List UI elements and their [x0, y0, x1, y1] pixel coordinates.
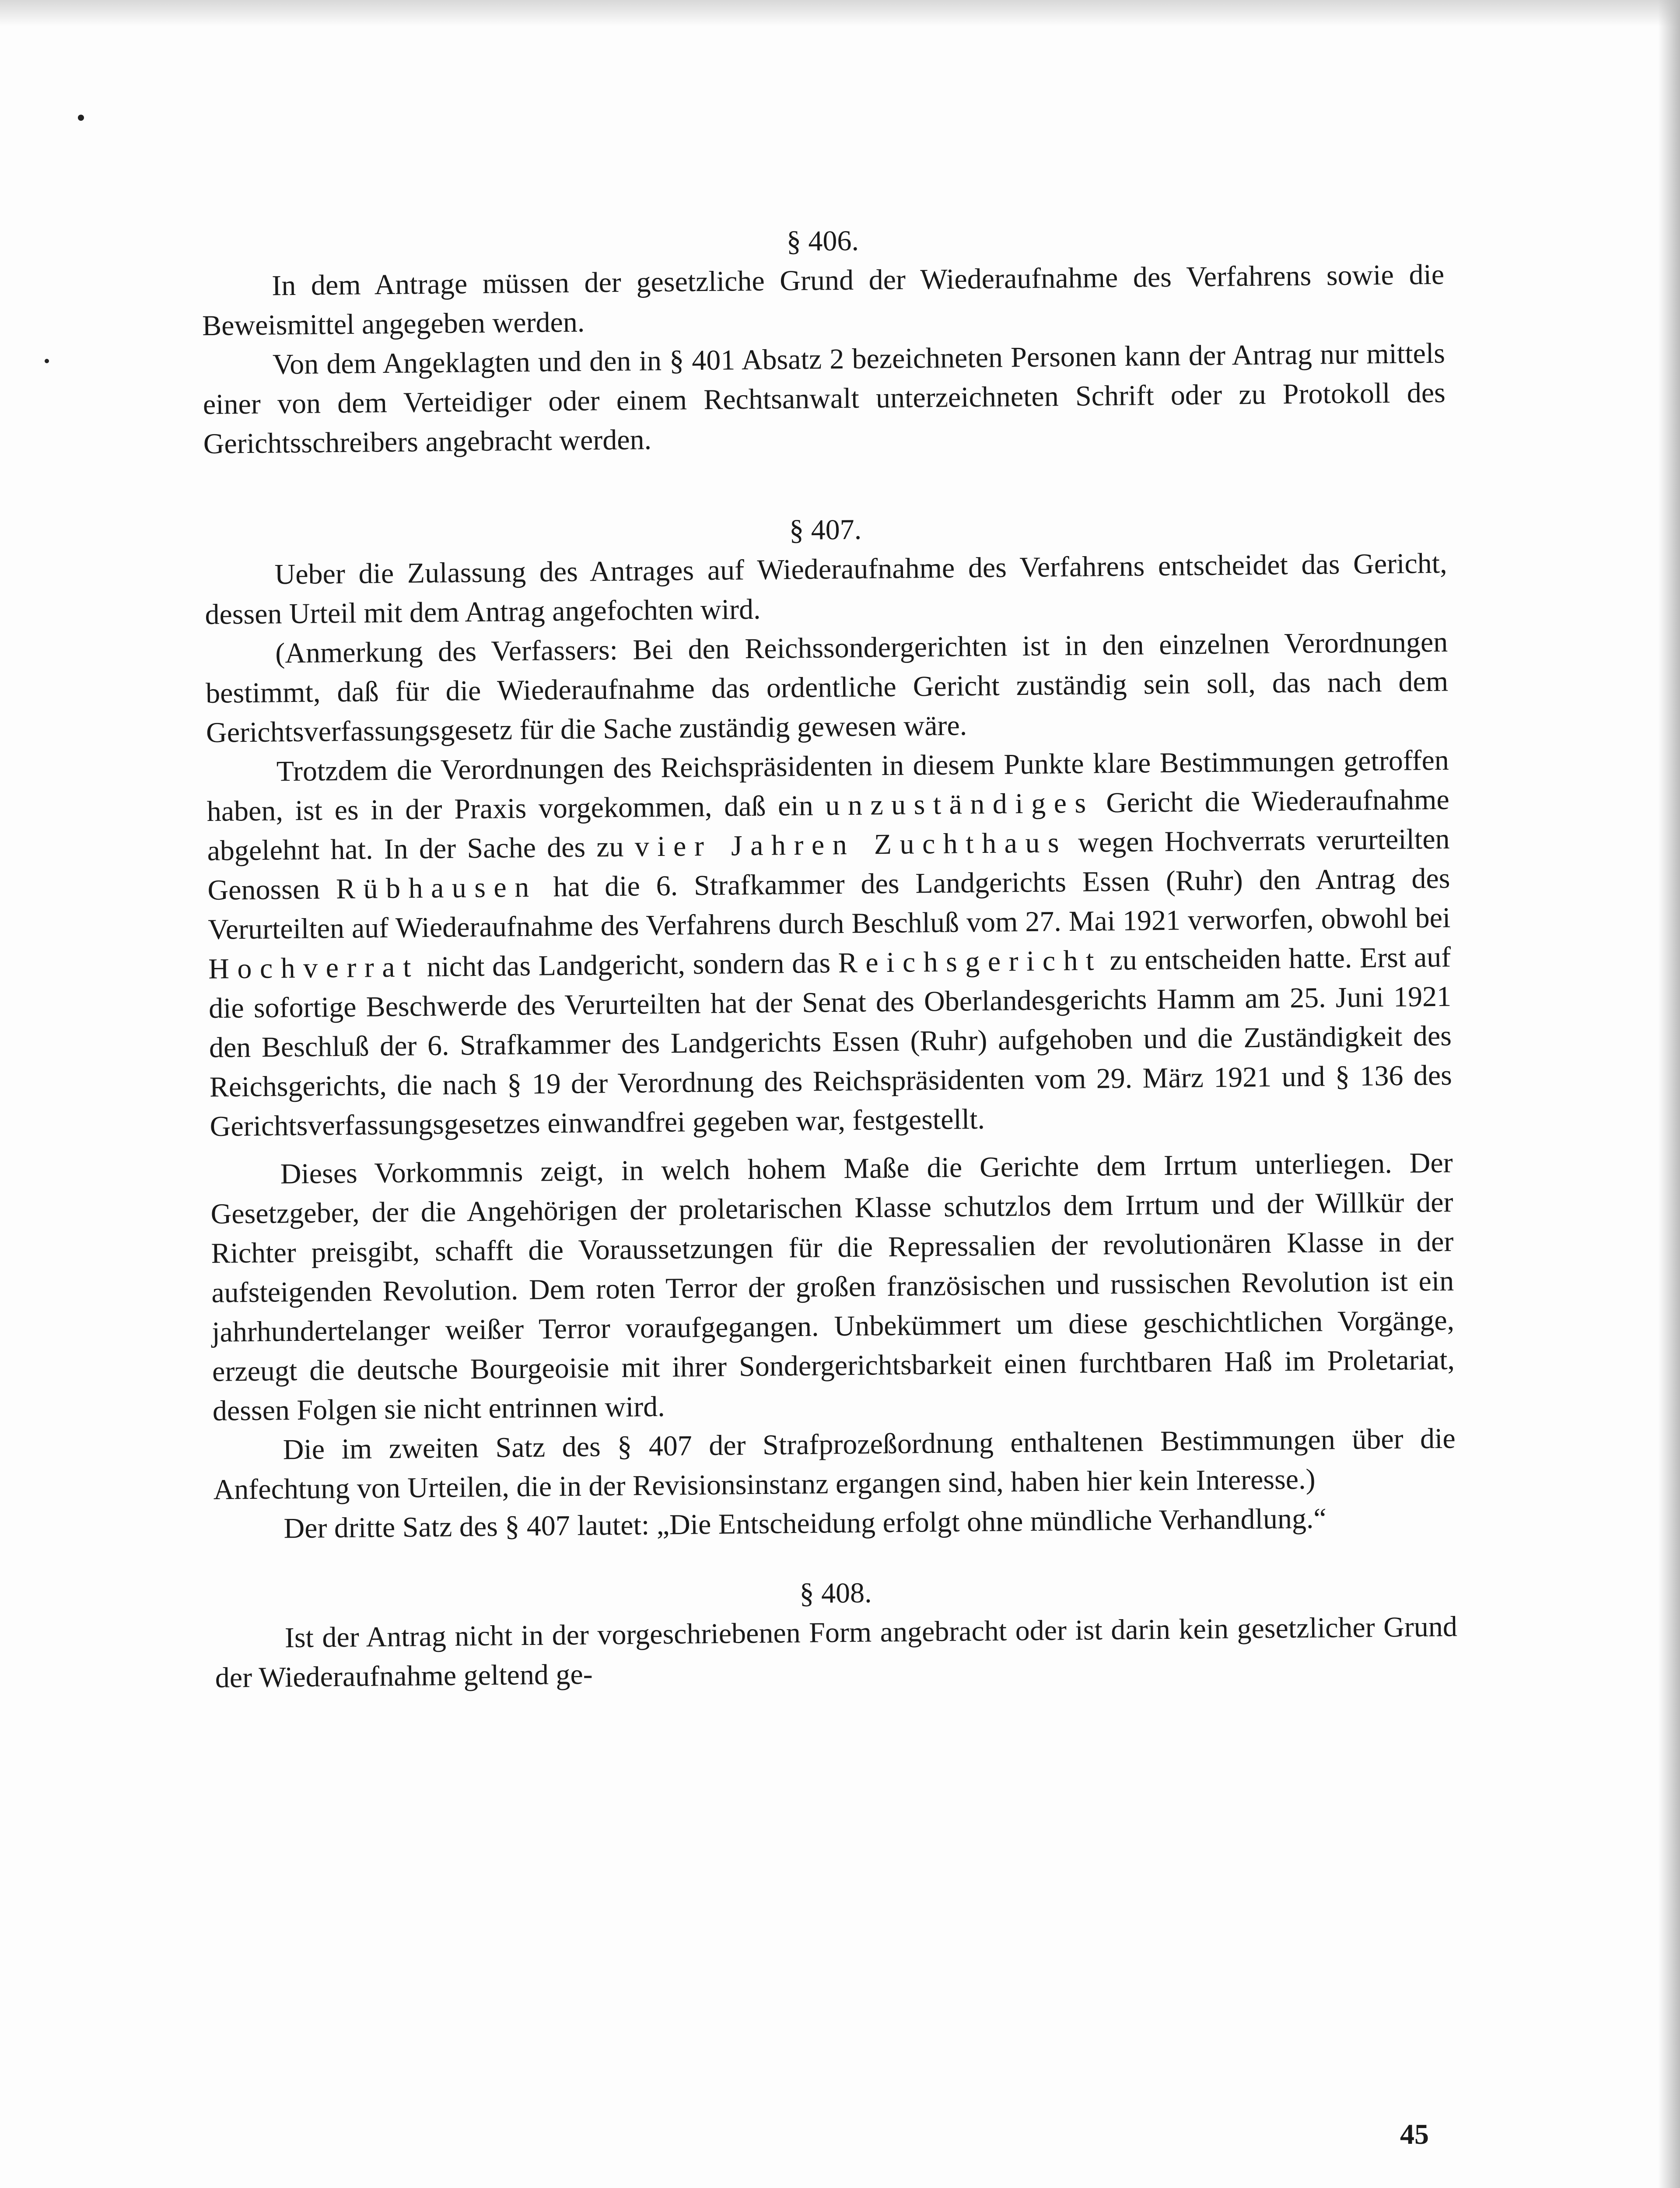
section-heading-406: § 406. [786, 224, 859, 258]
scan-shadow-right [1658, 0, 1680, 2188]
case-text-1: Trotzdem die Verordnungen des Reichspräsidenten in diesem Punkte klare Bestimmungen getroffen haben, ist es in der Praxis vorgekommen, daß ein [206, 744, 1449, 828]
paragraph-407-third-sentence: Der dritte Satz des § 407 lautet: „Die Entscheidung erfolgt ohne mündliche Verhandlung.“ [284, 1502, 1327, 1545]
page-number: 45 [1400, 2118, 1429, 2150]
scan-speck [78, 115, 84, 121]
case-text-6: zu entscheiden hatte. Erst auf die sofortige Beschwerde des Verurteilten hat der Senat des Oberlandesgerichts Hamm am 25. Juni 1921 den Beschluß der 6. Strafkammer des Landgerichts Essen (Ruhr) aufgehoben und die Zuständigkeit des Reichsgerichts, die nach § 19 der Verordnung des Reichspräsidenten vom 29. März 1921 und § 136 des Gerichtsverfassungsgesetzes einwandfrei gegeben war, festgestellt. [208, 941, 1452, 1143]
text-column [201, 216, 1458, 1698]
scan-shadow-top [0, 0, 1680, 26]
emphasis-vier-jahren-zuchthaus: vier Jahren Zuchthaus [634, 827, 1068, 863]
case-text-4: hat die 6. Strafkammer des Landgerichts Essen (Ruhr) den Antrag des Verurteilten auf Wiederaufnahme des Verfahrens durch Beschluß vom 27. Mai 1921 verworfen, obwohl bei [208, 862, 1451, 946]
paragraph-407-second-sentence: Die im zweiten Satz des § 407 der Strafprozeßordnung enthaltenen Bestimmungen über die Anfechtung von Urteilen, die in der Revisionsinstanz ergangen sind, haben hier kein Interesse.) [213, 1422, 1456, 1506]
paragraph-407-1: Ueber die Zulassung des Antrages auf Wiederaufnahme des Verfahrens entscheidet das Gericht, dessen Urteil mit dem Antrag angefochten wird. [205, 547, 1447, 631]
case-text-3: wegen Hochverrats verurteilten Genossen [207, 823, 1450, 906]
section-heading-408: § 408. [799, 1577, 872, 1610]
paragraph-407-case [206, 741, 1453, 1147]
case-text-5: nicht das Landgericht, sondern das [419, 947, 839, 983]
emphasis-hochverrat: Hochverrat [208, 951, 420, 985]
scan-speck [45, 359, 49, 363]
paragraph-407-commentary: Dieses Vorkommnis zeigt, in welch hohem Maße die Gerichte dem Irrtum unterliegen. Der Gesetzgeber, der die Angehörigen der proletarischen Klasse schutzlos dem Irrtum und der Willkür der Richter preisgibt, schafft die Voraussetzungen für die Repressalien der revolutionären Klasse in der aufsteigenden Revolution. Dem roten Terror der großen französischen und russischen Revolution ist ein jahrhundertelanger weißer Terror voraufgegangen. Unbekümmert um diese geschichtlichen Vorgänge, erzeugt die deutsche Bourgeoisie mit ihrer Sondergerichtsbarkeit einen furchtbaren Haß im Proletariat, dessen Folgen sie nicht entrinnen wird. [210, 1147, 1455, 1427]
paragraph-406-2: Von dem Angeklagten und den in § 401 Absatz 2 bezeichneten Personen kann der Antrag nur mittels einer von dem Verteidiger oder einem Rechtsanwalt unterzeichneten Schrift oder zu Protokoll des Gerichtsschreibers angebracht werden. [203, 337, 1446, 460]
section-heading-407: § 407. [789, 513, 862, 547]
paragraph-406-1: In dem Antrage müssen der gesetzliche Grund der Wiederaufnahme des Verfahrens sowie die Beweismittel angegeben werden. [202, 258, 1445, 342]
emphasis-reichsgericht: Reichsgericht [838, 944, 1102, 979]
paragraph-408-1: Ist der Antrag nicht in der vorgeschriebenen Form angebracht oder ist darin kein gesetzlicher Grund der Wiederaufnahme geltend ge- [215, 1610, 1458, 1694]
emphasis-ruebhausen: Rübhausen [336, 871, 538, 905]
case-text-2: Gericht die Wiederaufnahme abgelehnt hat. In der Sache des zu [207, 783, 1450, 867]
emphasis-unzustaendiges: unzuständiges [825, 787, 1094, 822]
paragraph-407-annotation: (Anmerkung des Verfassers: Bei den Reichssondergerichten ist in den einzelnen Verordnungen bestimmt, daß für die Wiederaufnahme das ordentliche Gericht zuständig sein soll, das nach dem Gerichtsverfassungsgesetz für die Sache zuständig gewesen wäre. [205, 626, 1449, 749]
